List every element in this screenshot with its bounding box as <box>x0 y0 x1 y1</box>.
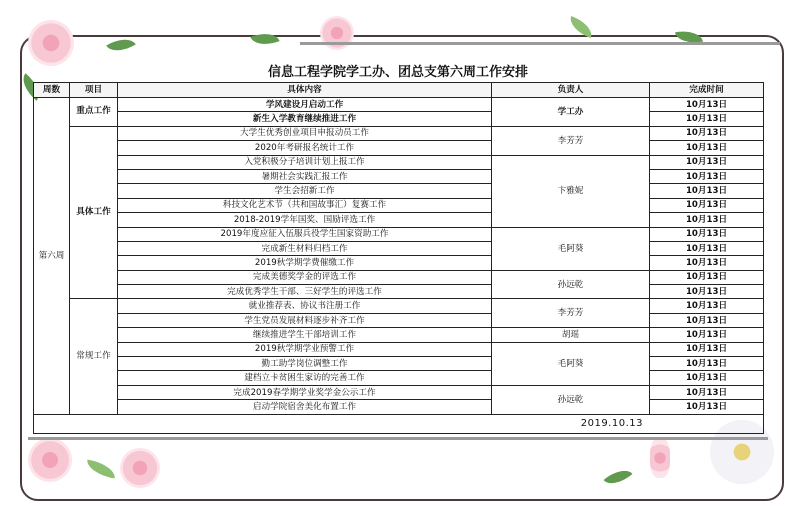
date-cell: 10月13日 <box>650 126 764 140</box>
task-cell: 科技文化艺术节（共和国故事汇）复赛工作 <box>118 198 492 212</box>
task-cell: 2019秋学期学业预警工作 <box>118 342 492 356</box>
date-cell: 10月13日 <box>650 342 764 356</box>
table-row <box>34 184 764 198</box>
table-row <box>34 371 764 385</box>
date-cell: 10月13日 <box>650 112 764 126</box>
table-row <box>34 241 764 255</box>
table-row <box>34 169 764 183</box>
flower-decoration <box>650 438 670 478</box>
date-cell: 10月13日 <box>650 285 764 299</box>
table-row <box>34 256 764 270</box>
category-cell: 具体工作 <box>70 126 118 299</box>
task-cell: 学生党员发展材料逐步补齐工作 <box>118 313 492 327</box>
column-header: 负责人 <box>492 83 650 98</box>
table-row <box>34 126 764 140</box>
owner-cell: 孙远乾 <box>492 385 650 414</box>
date-cell: 10月13日 <box>650 256 764 270</box>
date-cell: 10月13日 <box>650 400 764 414</box>
task-cell: 2019年度应征入伍服兵役学生国家资助工作 <box>118 227 492 241</box>
date-cell: 10月13日 <box>650 98 764 112</box>
date-cell: 10月13日 <box>650 270 764 284</box>
date-cell: 10月13日 <box>650 313 764 327</box>
flower-decoration <box>28 20 74 66</box>
column-header: 具体内容 <box>118 83 492 98</box>
category-cell: 常规工作 <box>70 299 118 414</box>
date-cell: 10月13日 <box>650 385 764 399</box>
owner-cell: 学工办 <box>492 98 650 127</box>
owner-cell: 孙远乾 <box>492 270 650 299</box>
task-cell: 继续推进学生干部培训工作 <box>118 328 492 342</box>
table-row <box>34 313 764 327</box>
date-cell: 10月13日 <box>650 241 764 255</box>
task-cell: 学生会招新工作 <box>118 184 492 198</box>
document-title: 信息工程学院学工办、团总支第六周工作安排 <box>267 65 528 80</box>
task-cell: 就业推荐表、协议书注册工作 <box>118 299 492 313</box>
task-cell: 暑期社会实践汇报工作 <box>118 169 492 183</box>
table-row <box>34 400 764 414</box>
task-cell: 新生入学教育继续推进工作 <box>118 112 492 126</box>
task-cell: 勤工助学岗位调整工作 <box>118 357 492 371</box>
date-cell: 10月13日 <box>650 184 764 198</box>
table-row <box>34 342 764 356</box>
task-cell: 建档立卡贫困生家访的完善工作 <box>118 371 492 385</box>
footer-row <box>34 414 764 433</box>
date-cell: 10月13日 <box>650 198 764 212</box>
date-cell: 10月13日 <box>650 227 764 241</box>
owner-cell: 卞雅妮 <box>492 155 650 227</box>
table-row <box>34 270 764 284</box>
column-header: 周数 <box>34 83 70 98</box>
date-cell: 10月13日 <box>650 141 764 155</box>
column-header: 完成时间 <box>650 83 764 98</box>
table-row <box>34 357 764 371</box>
table-row <box>34 141 764 155</box>
table-row <box>34 112 764 126</box>
table-row <box>34 328 764 342</box>
scan-artifact <box>300 42 780 45</box>
date-cell: 10月13日 <box>650 155 764 169</box>
task-cell: 2019秋学期学费催缴工作 <box>118 256 492 270</box>
week-cell: 第六周 <box>34 98 70 415</box>
table-row <box>34 299 764 313</box>
date-cell: 10月13日 <box>650 299 764 313</box>
task-cell: 2020年考研报名统计工作 <box>118 141 492 155</box>
owner-cell: 胡瑶 <box>492 328 650 342</box>
table-row <box>34 155 764 169</box>
column-header: 项目 <box>70 83 118 98</box>
task-cell: 完成新生材料归档工作 <box>118 241 492 255</box>
task-cell: 完成2019春学期学业奖学金公示工作 <box>118 385 492 399</box>
schedule-sheet <box>33 64 763 434</box>
task-cell: 入党积极分子培训计划上报工作 <box>118 155 492 169</box>
table-row <box>34 198 764 212</box>
task-cell: 完成美德奖学金的评选工作 <box>118 270 492 284</box>
task-cell: 完成优秀学生干部、三好学生的评选工作 <box>118 285 492 299</box>
table-row <box>34 227 764 241</box>
task-cell: 学风建设月启动工作 <box>118 98 492 112</box>
date-cell: 10月13日 <box>650 357 764 371</box>
date-cell: 10月13日 <box>650 213 764 227</box>
schedule-table <box>33 82 764 434</box>
table-row <box>34 285 764 299</box>
table-row <box>34 98 764 112</box>
task-cell: 大学生优秀创业项目申报动员工作 <box>118 126 492 140</box>
owner-cell: 李芳芳 <box>492 126 650 155</box>
owner-cell: 毛阿葵 <box>492 227 650 270</box>
category-cell: 重点工作 <box>70 98 118 127</box>
footer-date: 2019.10.13 <box>34 414 764 433</box>
flower-decoration <box>120 448 160 488</box>
task-cell: 2018-2019学年国奖、国励评选工作 <box>118 213 492 227</box>
task-cell: 启动学院宿舍美化布置工作 <box>118 400 492 414</box>
scan-artifact <box>28 437 768 440</box>
date-cell: 10月13日 <box>650 328 764 342</box>
date-cell: 10月13日 <box>650 371 764 385</box>
owner-cell: 毛阿葵 <box>492 342 650 385</box>
flower-decoration <box>28 438 72 482</box>
owner-cell: 李芳芳 <box>492 299 650 328</box>
table-row <box>34 385 764 399</box>
date-cell: 10月13日 <box>650 169 764 183</box>
table-header-row <box>34 83 764 98</box>
table-row <box>34 213 764 227</box>
